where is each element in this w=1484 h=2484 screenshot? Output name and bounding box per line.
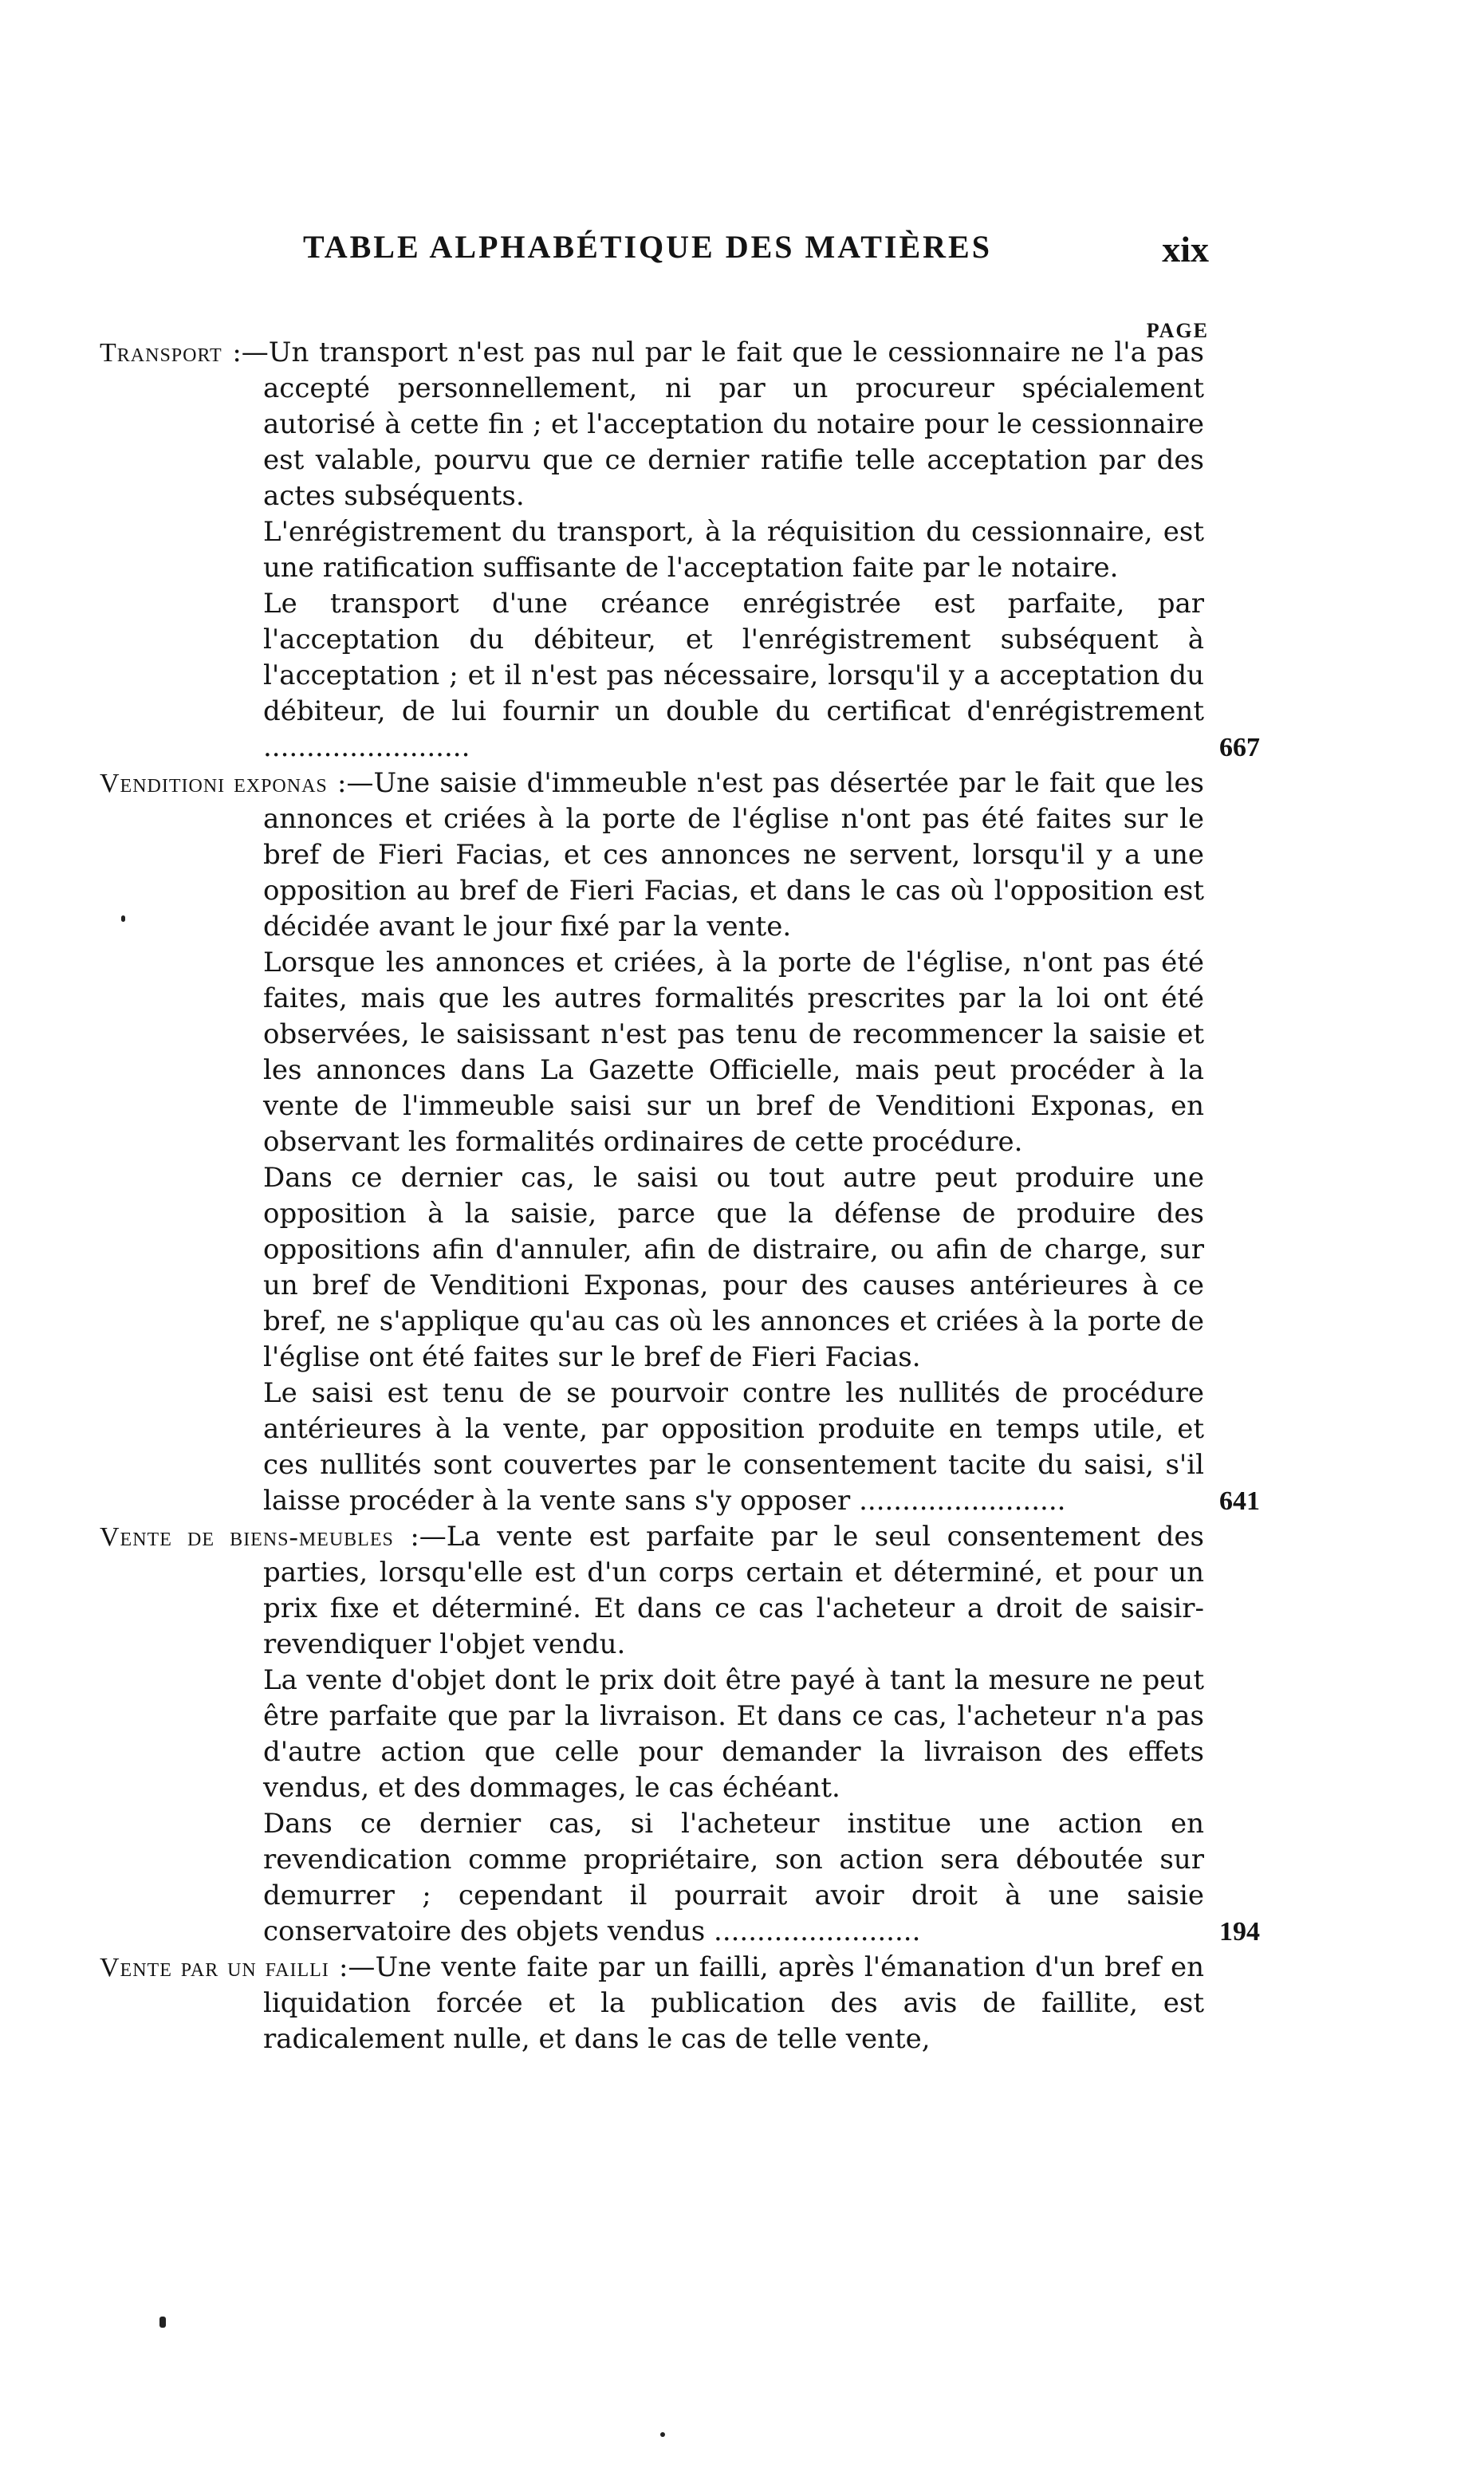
- entry-text: Le transport d'une créance enrégistrée est parfaite, par l'acceptation du débiteur, et l'enrégistrement subséquent à l'acceptation ; et il n'est pas nécessaire, lorsqu'il y a acceptation du débiteur, de lui fournir un double du certificat d'enrégistrement: [263, 588, 1204, 727]
- index-entry: [100, 335, 1260, 766]
- entry-paragraph: [100, 1376, 1260, 1519]
- dot-leader: ........................: [705, 1915, 921, 1947]
- entry-paragraph: Vente par un failli :—Une vente faite par un failli, après l'émanation d'un bref en liquidation forcée et la publication des avis de faillite, est radicalement nulle, et dans le cas de telle vente,: [100, 1951, 1204, 2055]
- entry-paragraph: [100, 1806, 1260, 1950]
- entry-text: L'enrégistrement du transport, à la réquisition du cessionnaire, est une ratification suffisante de l'acceptation faite par le notaire.: [263, 516, 1204, 584]
- page-reference: 641: [1219, 1486, 1260, 1516]
- dot-leader: ........................: [850, 1485, 1066, 1517]
- entry-heading: Transport: [100, 338, 222, 368]
- entry-text: Le saisi est tenu de se pourvoir contre les nullités de procédure antérieures à la vente, par opposition produite en temps utile, et ces nullités sont couvertes par le consentement tacite du saisi, s'il laisse procéder à la vente sans s'y opposer: [263, 1377, 1204, 1517]
- ink-speck: [660, 2432, 665, 2437]
- page-reference: 194: [1219, 1917, 1260, 1947]
- page-column-label: PAGE: [1146, 319, 1209, 342]
- running-title: TABLE ALPHABÉTIQUE DES MATIÈRES: [303, 229, 992, 265]
- entry-text: Un transport n'est pas nul par le fait que le cessionnaire ne l'a pas accepté personnellement, ni par un procureur spécialement autorisé à cette fin ; et l'acceptation du notaire pour le cessionnaire est valable, pourvu que ce dernier ratifie telle acceptation par des actes subséquents.: [263, 337, 1205, 512]
- entry-paragraph: Vente de biens-meubles :—La vente est parfaite par le seul consentement des parties, lorsqu'elle est d'un corps certain et déterminé, et pour un prix fixe et déterminé. Et dans ce cas l'acheteur a droit de saisir-revendiquer l'objet vendu.: [100, 1521, 1204, 1660]
- entry-paragraph: [100, 1160, 1204, 1376]
- entry-text: La vente est parfaite par le seul consentement des parties, lorsqu'elle est d'un corps certain et déterminé, et pour un prix fixe et déterminé. Et dans ce cas l'acheteur a droit de saisir-revendiquer l'objet vendu.: [263, 1521, 1204, 1660]
- entry-text: Dans ce dernier cas, le saisi ou tout autre peut produire une opposition à la saisie, parce que la défense de produire des oppositions afin d'annuler, afin de distraire, ou afin de charge, sur un bref de Venditioni Exponas, pour des causes antérieures à ce bref, ne s'applique qu'au cas où les annonces et criées à la porte de l'église ont été faites sur le bref de Fieri Facias.: [263, 1162, 1204, 1373]
- entry-text: Dans ce dernier cas, si l'acheteur institue une action en revendication comme propriétaire, son action sera déboutée sur demurrer ; cependant il pourrait avoir droit à une saisie conservatoire des objets vendus: [263, 1808, 1204, 1947]
- entry-text: Une saisie d'immeuble n'est pas désertée par le fait que les annonces et criées à la porte de l'église n'ont pas été faites sur le bref de Fieri Facias, et ces annonces ne servent, lorsqu'il y a une opposition au bref de Fieri Facias, et dans le cas où l'opposition est décidée avant le jour fixé par la vente.: [263, 767, 1204, 943]
- entry-paragraph: Transport :—Un transport n'est pas nul par le fait que le cessionnaire ne l'a pas accepté personnellement, ni par un procureur spécialement autorisé à cette fin ; et l'acceptation du notaire pour le cessionnaire est valable, pourvu que ce dernier ratifie telle acceptation par des actes subséquents.: [100, 337, 1205, 512]
- page-reference: 667: [1219, 733, 1260, 762]
- entry-paragraph: [100, 1663, 1204, 1806]
- index-entry: [100, 1950, 1204, 2057]
- index-entries: [100, 335, 1260, 2057]
- dot-leader: ........................: [263, 731, 470, 763]
- entry-paragraph: [100, 514, 1204, 586]
- entry-text: La vente d'objet dont le prix doit être payé à tant la mesure ne peut être parfaite que par la livraison. Et dans ce cas, l'acheteur n'a pas d'autre action que celle pour demander la livraison des effets vendus, et des dommages, le cas échéant.: [263, 1664, 1204, 1804]
- entry-paragraph: [100, 586, 1260, 766]
- entry-heading: Venditioni exponas: [100, 769, 328, 798]
- index-entry: [100, 1519, 1260, 1950]
- entry-paragraph: [100, 945, 1204, 1160]
- ink-speck: [159, 2317, 166, 2328]
- entry-heading: Vente par un failli: [100, 1953, 329, 1982]
- entry-heading: Vente de biens-meubles: [100, 1522, 394, 1552]
- entry-paragraph: Venditioni exponas :—Une saisie d'immeuble n'est pas désertée par le fait que les annonces et criées à la porte de l'église n'ont pas été faites sur le bref de Fieri Facias, et ces annonces ne servent, lorsqu'il y a une opposition au bref de Fieri Facias, et dans le cas où l'opposition est décidée avant le jour fixé par la vente.: [100, 767, 1204, 943]
- entry-text: Lorsque les annonces et criées, à la porte de l'église, n'ont pas été faites, mais que les autres formalités prescrites par la loi ont été observées, le saisissant n'est pas tenu de recommencer la saisie et les annonces dans La Gazette Officielle, mais peut procéder à la vente de l'immeuble saisi sur un bref de Venditioni Exponas, en observant les formalités ordinaires de cette procédure.: [263, 947, 1204, 1158]
- ink-speck: [121, 915, 125, 922]
- entry-text: Une vente faite par un failli, après l'émanation d'un bref en liquidation forcée et la publication des avis de faillite, est radicalement nulle, et dans le cas de telle vente,: [263, 1951, 1204, 2055]
- page-number: xix: [1162, 229, 1209, 270]
- index-entry: [100, 766, 1260, 1519]
